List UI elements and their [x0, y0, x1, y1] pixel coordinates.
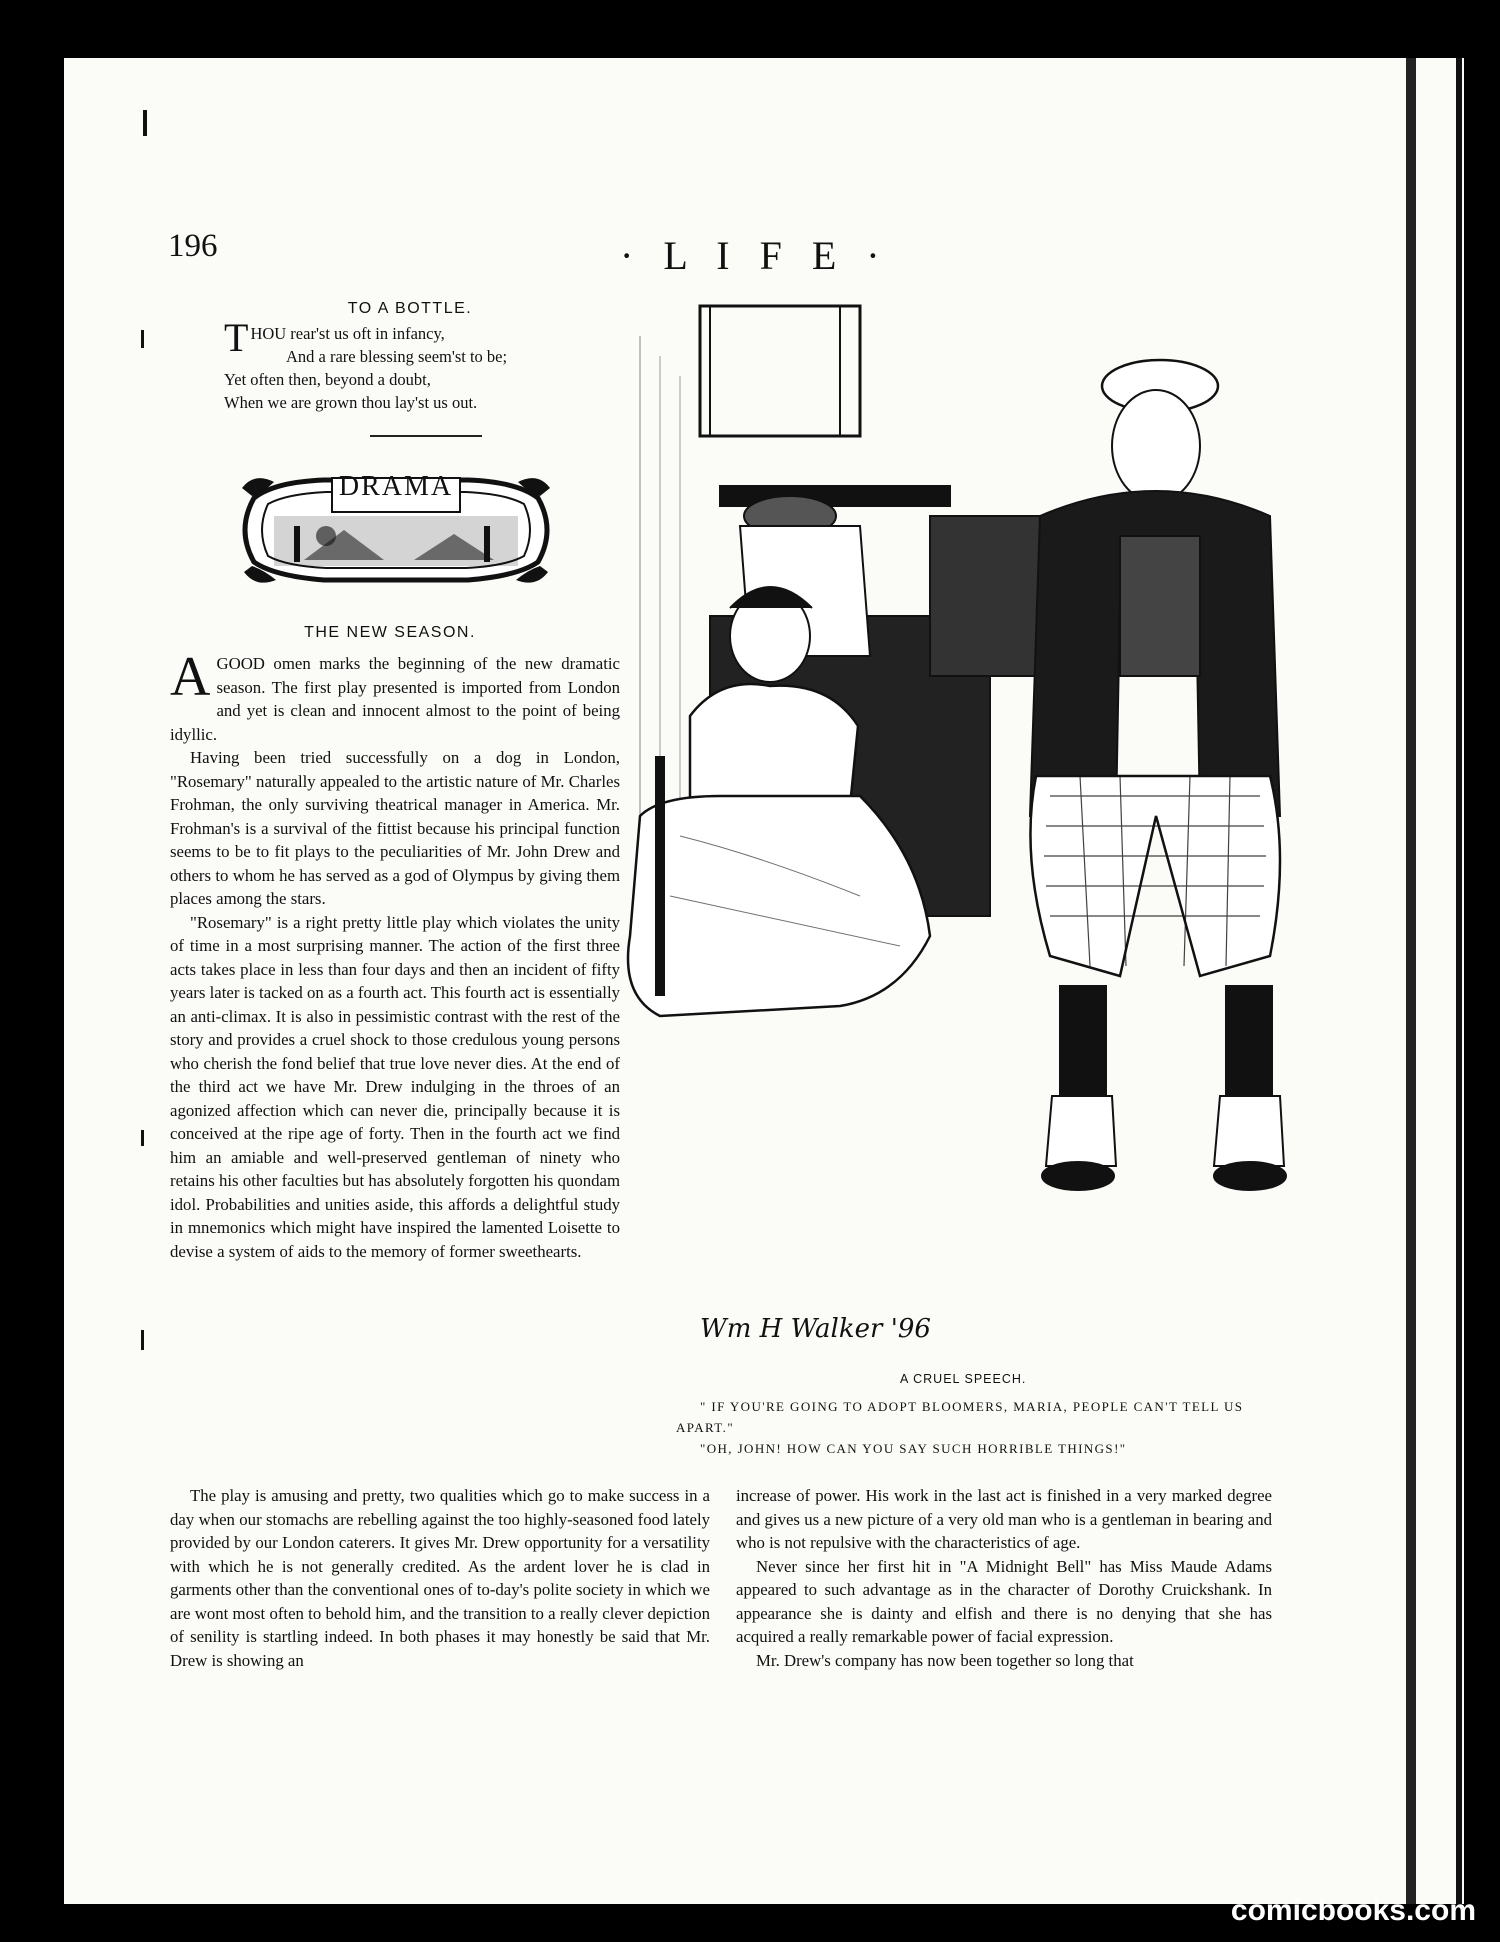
illustration-quote: " IF YOU'RE GOING TO ADOPT BLOOMERS, MARIA, PEOPLE CAN'T TELL US APART." — [676, 1399, 1244, 1435]
divider — [370, 435, 482, 437]
scan-mark — [141, 1130, 144, 1146]
watermark: comicbooks.com — [1230, 1894, 1476, 1927]
poem-line: HOU rear'st us oft in infancy, — [250, 324, 445, 343]
illustration-cruel-speech — [600, 296, 1290, 1336]
article-paragraph: Mr. Drew's company has now been together so long that — [756, 1650, 1134, 1670]
masthead: · L I F E · — [620, 233, 890, 278]
article-column-left — [170, 646, 620, 1263]
drama-banner-label: DRAMA — [338, 471, 454, 502]
poem — [224, 315, 644, 414]
page-gutter — [1406, 58, 1462, 1904]
scan-mark — [141, 330, 144, 348]
article-paragraph: "Rosemary" is a right pretty little play which violates the unity of time in a most surprising manner. The action of the first three acts takes place in less than four days and then an incident of fifty years later is tacked on as a fourth act. This fourth act is essentially an anti-climax. It is also in pessimistic contrast with the rest of the story and provides a cruel shock to those credulous young persons who cherish the fond belief that true love never dies. At the end of the third act we have Mr. Drew indulging in the throes of an agonized affection which can never die, principally because it is conceived at the ripe age of forty. Then in the fourth act we find him an amiable and well-preserved gentleman of ninety who retains his other faculties but has absolutely forgotten his quondam idol. Probabilities and unities aside, this affords a delightful study in mnemonics which might have inspired the lamented Loisette to devise a system of aids to the memory of former sweethearts. — [170, 912, 620, 1261]
article-drop-letter: A — [170, 646, 211, 708]
poem-title: TO A BOTTLE. — [347, 300, 473, 317]
page-number: 196 — [168, 228, 218, 264]
illustration-quote: "OH, JOHN! HOW CAN YOU SAY SUCH HORRIBLE THINGS!" — [700, 1441, 1127, 1456]
illustration-caption: A CRUEL SPEECH. — [900, 1372, 1027, 1386]
artist-signature: Wm H Walker '96 — [700, 1314, 931, 1344]
poem-line: Yet often then, beyond a doubt, — [224, 370, 431, 389]
article-paragraph: Having been tried successfully on a dog in London, "Rosemary" naturally appealed to the artistic nature of Mr. Charles Frohman, the only surviving theatrical manager in America. Mr. Frohman's is a survival of the fittist because his principal function seems to be to fit plays to the peculiarities of Mr. John Drew and others to whom he has served as a god of Olympus by giving them places among the stars. — [170, 748, 620, 908]
article-title: THE NEW SEASON. — [304, 624, 476, 641]
article-paragraph: AGOOD omen marks the beginning of the new dramatic season. The first play presented is imported from London and yet is clean and innocent almost to the point of being idyllic. — [170, 646, 620, 744]
article-paragraph: The play is amusing and pretty, two qualities which go to make success in a day when our stomachs are rebelling against the too highly-seasoned food lately provided by our London caterers. It gives Mr. Drew opportunity for a versatility with which he is not generally credited. As the ardent lover he is clad in garments other than the conventional ones of to-day's polite society in which we are wont most often to behold him, and the transition to a really clever depiction of senility is startling indeed. In both phases it may honestly be said that Mr. Drew is showing an — [170, 1486, 710, 1670]
poem-line: When we are grown thou lay'st us out. — [224, 393, 478, 412]
article-paragraph: increase of power. His work in the last act is finished in a very marked degree and gives us a new picture of a very old man who is a gentleman in bearing and who is not repulsive with the characteristics of age. — [736, 1486, 1272, 1552]
article-column-bottom-right — [736, 1484, 1272, 1672]
scan-mark — [141, 1330, 144, 1350]
article-column-bottom-left — [170, 1484, 710, 1672]
scan-mark — [143, 110, 147, 136]
poem-line: And a rare blessing seem'st to be; — [286, 347, 508, 366]
poem-drop-letter: T — [224, 315, 249, 360]
article-paragraph: Never since her first hit in "A Midnight Bell" has Miss Maude Adams appeared to such advantage as in the character of Dorothy Cruickshank. In appearance she is dainty and elfish and there is no denying that she has acquired a really remarkable power of facial expression. — [736, 1556, 1272, 1646]
